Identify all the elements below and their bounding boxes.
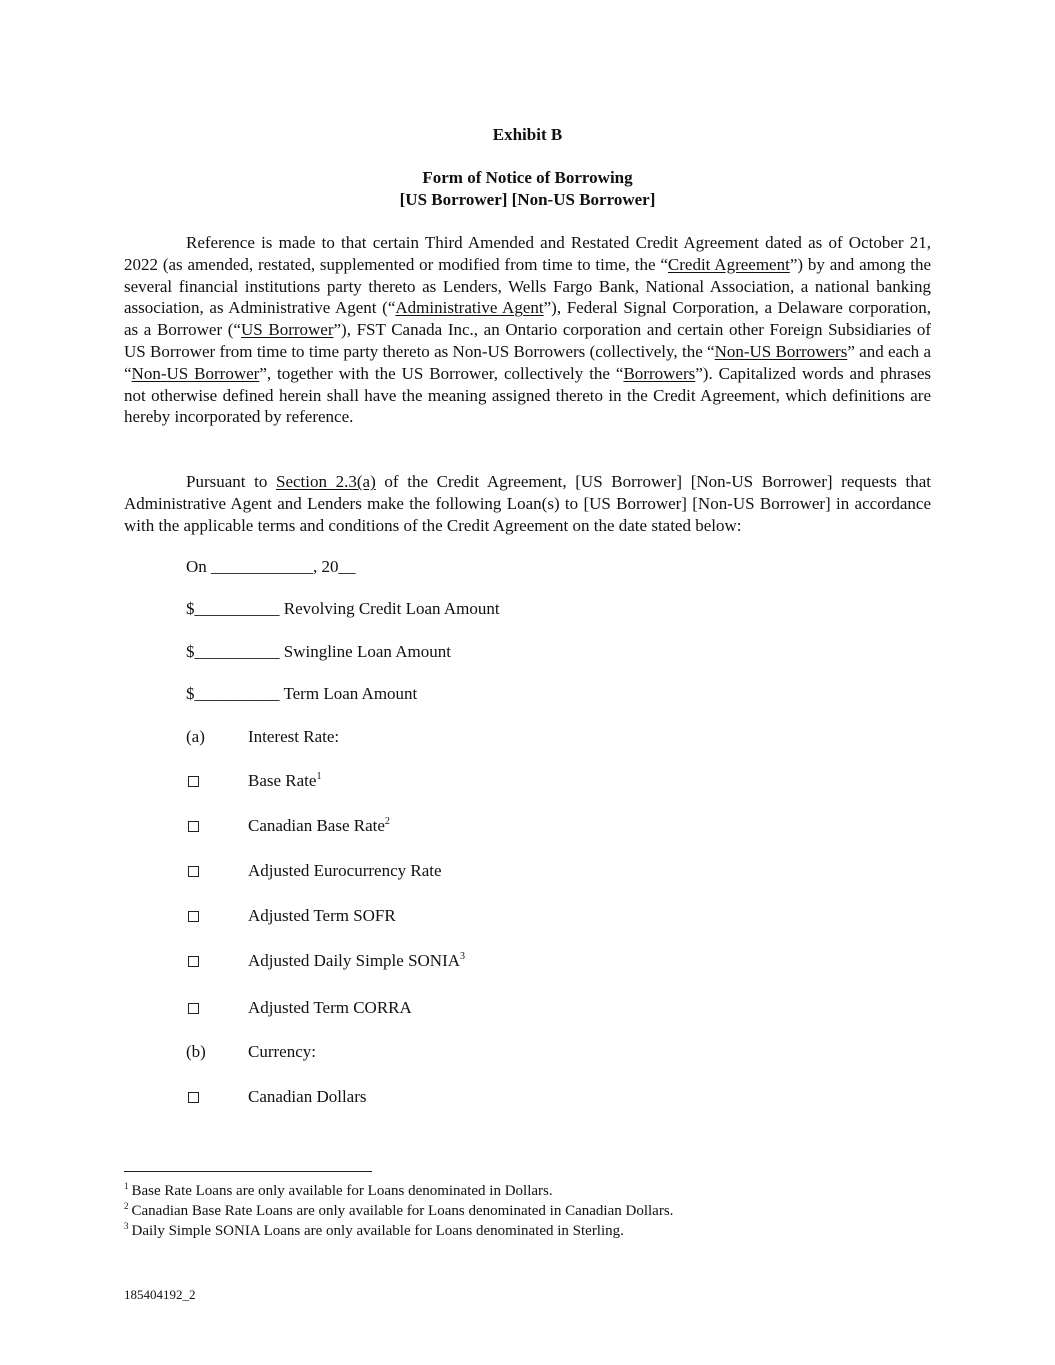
adjusted-eurocurrency-rate-label: Adjusted Eurocurrency Rate	[248, 861, 442, 880]
text-run: ”). Capitalized words and phrases not otherwise defined herein shall have the meaning assigned thereto in the Credit Agreement, which definitions are hereby incorporated by reference.	[124, 363, 931, 427]
document-id: 185404192_2	[124, 1287, 196, 1302]
adjusted-eurocurrency-rate-checkbox[interactable]	[188, 866, 199, 877]
adjusted-term-sofr-checkbox[interactable]	[188, 911, 199, 922]
text-run: of the Credit Agreement, [US Borrower] [Non-US Borrower] requests that Administrative Agent and Lenders make the following Loan(s) to [US Borrower] [Non-US Borrower] in accordance with the applicable terms and conditions of the Credit Agreement on the date stated below:	[124, 472, 931, 535]
section-a-marker: (a)	[186, 727, 205, 746]
borrowing-date-line[interactable]: On ____________, 20__	[186, 557, 356, 576]
term-loan-amount-line[interactable]: $__________ Term Loan Amount	[186, 684, 418, 703]
defined-term-non-us-borrowers: Non-US Borrowers	[714, 341, 848, 361]
footnote-text: Daily Simple SONIA Loans are only available for Loans denominated in Sterling.	[131, 1223, 624, 1239]
defined-term-borrowers: Borrowers	[623, 363, 696, 383]
text-run: Pursuant to	[186, 472, 277, 491]
footnote-number: 1	[124, 1181, 129, 1191]
form-title: Form of Notice of Borrowing	[422, 168, 633, 187]
adjusted-term-corra-label: Adjusted Term CORRA	[248, 998, 412, 1017]
footnote-number: 2	[124, 1201, 129, 1211]
text-run: ”), FST Canada Inc., an Ontario corporation and certain other Foreign Subsidiaries of US Borrower from time to time party thereto as Non-US Borrowers (collectively, the “	[124, 320, 931, 361]
text-run: ”) by and among the several financial institutions party thereto as Lenders, Wells Fargo Bank, National Association, a national banking association, as Administrative Agent (“	[124, 254, 931, 318]
section-b-label: Currency:	[248, 1042, 316, 1061]
footnote-number: 3	[124, 1221, 129, 1231]
defined-term-non-us-borrower: Non-US Borrower	[131, 363, 260, 383]
base-rate-checkbox[interactable]	[188, 776, 199, 787]
defined-term-credit-agreement: Credit Agreement	[667, 254, 790, 274]
option-text: Canadian Base Rate	[248, 816, 385, 835]
option-text: Adjusted Daily Simple SONIA	[248, 951, 461, 970]
swingline-amount-line[interactable]: $__________ Swingline Loan Amount	[186, 642, 451, 661]
text-run: ”, together with the US Borrower, collectively the “	[259, 363, 624, 383]
text-run: Reference is made to that certain Third Amended and Restated Credit Agreement dated as of October 21, 2022 (as amended, restated, supplemented or modified from time to time, the “	[124, 233, 931, 274]
base-rate-label	[248, 771, 321, 791]
option-text: Base Rate	[248, 771, 317, 790]
text-run: ” and each a “	[124, 341, 931, 383]
adjusted-daily-simple-sonia-label	[248, 951, 465, 971]
revolving-credit-amount-line[interactable]: $__________ Revolving Credit Loan Amount	[186, 599, 500, 618]
form-subtitle: [US Borrower] [Non-US Borrower]	[399, 190, 656, 209]
text-run: ”), Federal Signal Corporation, a Delaware corporation, as a Borrower (“	[124, 298, 931, 340]
exhibit-heading: Exhibit B	[492, 125, 563, 144]
footnote-ref: 2	[384, 816, 390, 827]
footnote-text: Base Rate Loans are only available for Loans denominated in Dollars.	[131, 1183, 553, 1199]
defined-term-administrative-agent: Administrative Agent	[395, 298, 544, 318]
adjusted-daily-simple-sonia-checkbox[interactable]	[188, 956, 199, 967]
section-a-label: Interest Rate:	[248, 727, 340, 746]
canadian-dollars-label: Canadian Dollars	[248, 1087, 367, 1106]
section-reference: Section 2.3(a)	[276, 472, 376, 491]
adjusted-term-sofr-label: Adjusted Term SOFR	[248, 906, 396, 925]
footnote-3	[124, 1223, 624, 1240]
defined-term-us-borrower: US Borrower	[240, 320, 334, 340]
request-paragraph	[124, 471, 931, 536]
footnote-text: Canadian Base Rate Loans are only available for Loans denominated in Canadian Dollars.	[131, 1203, 674, 1219]
footnote-ref: 3	[460, 951, 466, 962]
section-b-marker: (b)	[186, 1042, 206, 1061]
canadian-base-rate-checkbox[interactable]	[188, 821, 199, 832]
adjusted-term-corra-checkbox[interactable]	[188, 1003, 199, 1014]
footnote-2	[124, 1203, 673, 1220]
canadian-base-rate-label	[248, 816, 390, 836]
footnote-1	[124, 1183, 553, 1200]
footnote-separator	[124, 1171, 372, 1172]
reference-paragraph	[124, 232, 931, 428]
footnote-ref: 1	[316, 771, 322, 782]
canadian-dollars-checkbox[interactable]	[188, 1092, 199, 1103]
